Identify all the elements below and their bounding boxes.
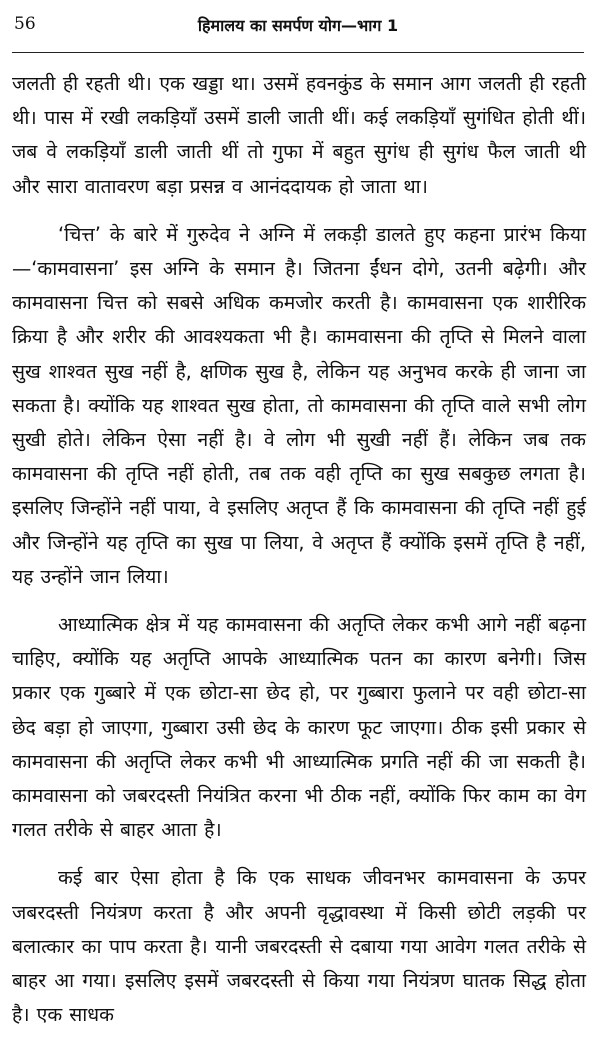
running-title: हिमालय का समर्पण योग—भाग 1: [197, 16, 399, 35]
page-header: [12, 0, 584, 53]
page-number: 56: [14, 14, 36, 34]
paragraph-adhyatmik: आध्यात्मिक क्षेत्र में यह कामवासना की अतृप्ति लेकर कभी आगे नहीं बढ़ना चाहिए, क्योंकि यह अतृप्ति आपके आध्यात्मिक पतन का कारण बनेगी। जिस प्रकार एक गुब्बारे में एक छोटा-सा छेद हो, पर गुब्बारा फुलाने पर वही छोटा-सा छेद बड़ा हो जाएगा, गुब्बारा उसी छेद के कारण फूट जाएगा। ठीक इसी प्रकार से कामवासना की अतृप्ति लेकर कभी भी आध्यात्मिक प्रगति नहीं की जा सकती है। कामवासना को जबरदस्ती नियंत्रित करना भी ठीक नहीं, क्योंकि फिर काम का वेग गलत तरीके से बाहर आता है।: [12, 613, 586, 842]
body-text: [12, 67, 586, 1032]
paragraph-chitta: ‘चित्त’ के बारे में गुरुदेव ने अग्नि में लकड़ी डालते हुए कहना प्रारंभ किया—‘कामवासना’ इस अग्नि के समान है। जितना ईंधन दोगे, उतनी बढ़ेगी। और कामवासना चित्त को सबसे अधिक कमजोर करती है। कामवासना एक शारीरिक क्रिया है और शरीर की आवश्यकता भी है। कामवासना की तृप्ति से मिलने वाला सुख शाश्वत सुख नहीं है, क्षणिक सुख है, लेकिन यह अनुभव करके ही जाना जा सकता है। क्योंकि यह शाश्वत सुख होता, तो कामवासना की तृप्ति वाले सभी लोग सुखी होते। लेकिन ऐसा नहीं है। वे लोग भी सुखी नहीं हैं। लेकिन जब तक कामवासना की तृप्ति नहीं होती, तब तक वही तृप्ति का सुख सबकुछ लगता है। इसलिए जिन्होंने नहीं पाया, वे इसलिए अतृप्त हैं कि कामवासना की तृप्ति नहीं हुई और जिन्होंने यह तृप्ति का सुख पा लिया, वे अतृप्त हैं क्योंकि इसमें तृप्ति है नहीं, यह उन्होंने जान लिया।: [12, 222, 586, 588]
paragraph-sadhak: कई बार ऐसा होता है कि एक साधक जीवनभर कामवासना के ऊपर जबरदस्ती नियंत्रण करता है और अपनी वृद्धावस्था में किसी छोटी लड़की पर बलात्कार का पाप करता है। यानी जबरदस्ती से दबाया गया आवेग गलत तरीके से बाहर आ गया। इसलिए इसमें जबरदस्ती से किया गया नियंत्रण घातक सिद्ध होता है। एक साधक: [12, 866, 586, 1027]
paragraph-continuation: जलती ही रहती थी। एक खड्डा था। उसमें हवनकुंड के समान आग जलती ही रहती थी। पास में रखी लकड़ियाँ उसमें डाली जाती थीं। कई लकड़ियाँ सुगंधित होती थीं। जब वे लकड़ियाँ डाली जाती थीं तो गुफा में बहुत सुगंध ही सुगंध फैल जाती थी और सारा वातावरण बड़ा प्रसन्न व आनंददायक हो जाता था।: [12, 72, 586, 198]
